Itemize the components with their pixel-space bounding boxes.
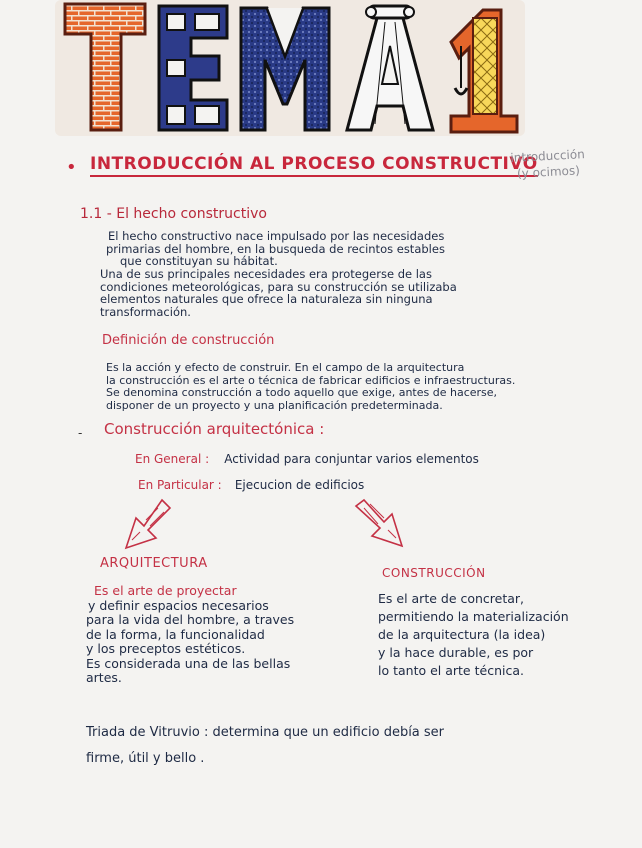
- definicion-heading: Definición de construcción: [102, 333, 275, 348]
- construccion-arquitectonica-heading: Construcción arquitectónica :: [104, 420, 325, 438]
- margin-note: [497, 145, 599, 182]
- text-line: primarias del hombre, en la busqueda de recintos estables: [106, 241, 445, 256]
- header-tema-1-illustration: [55, 0, 525, 140]
- text-line: la construcción es el arte o técnica de fabricar edificios e infraestructuras.: [106, 373, 516, 387]
- hecho-constructivo-paragraph: [106, 230, 445, 268]
- letter-e-windows: [159, 6, 227, 130]
- en-particular-row: [138, 474, 364, 493]
- text-line: disponer de un proyecto y una planificación predeterminada.: [106, 398, 443, 412]
- triada-line-2: firme, útil y bello .: [86, 751, 205, 766]
- arquitectura-heading: ARQUITECTURA: [100, 556, 208, 571]
- necesidades-paragraph: [100, 268, 457, 318]
- text-line: Se denomina construcción a todo aquello que exige, antes de hacerse,: [106, 386, 498, 399]
- en-particular-text: Ejecucion de edificios: [234, 478, 365, 492]
- text-line: artes.: [86, 670, 122, 685]
- en-general-row: [135, 448, 479, 467]
- list-dash: -: [78, 426, 83, 440]
- title-bullet: •: [66, 157, 77, 178]
- text-line: Es la acción y efecto de construir. En el campo de la arquitectura: [106, 361, 465, 374]
- triada-vitruvio: [86, 720, 444, 772]
- construccion-paragraph: [378, 590, 569, 680]
- text-line: El hecho constructivo nace impulsado por las necesidades: [108, 229, 445, 243]
- text-line: de la arquitectura (la idea): [378, 627, 546, 642]
- text-line: Es considerada una de las bellas: [86, 655, 291, 671]
- text-line: y los preceptos estéticos.: [86, 641, 246, 656]
- margin-note-line-1: introducción: [510, 147, 586, 165]
- text-line: condiciones meteorológicas, para su construcción se utilizaba: [100, 279, 457, 294]
- en-general-label: En General :: [135, 452, 210, 466]
- text-line: y definir espacios necesarios: [88, 597, 269, 613]
- margin-note-line-2: (y ocimos): [516, 163, 581, 181]
- text-line: Es el arte de proyectar: [94, 583, 237, 598]
- section-heading-1-1: 1.1 - El hecho constructivo: [80, 206, 267, 222]
- text-line: permitiendo la materialización: [378, 609, 569, 624]
- definicion-paragraph: [106, 362, 515, 412]
- text-line: y la hace durable, es por: [378, 645, 534, 660]
- text-line: transformación.: [100, 304, 191, 319]
- construccion-heading: CONSTRUCCIÓN: [382, 566, 486, 580]
- page-title: INTRODUCCIÓN AL PROCESO CONSTRUCTIVO: [90, 154, 538, 177]
- text-line: elementos naturales que ofrece la naturaleza sin ninguna: [100, 292, 433, 306]
- text-line: para la vida del hombre, a traves: [86, 612, 295, 627]
- text-line: que constituyan su hábitat.: [120, 254, 278, 268]
- text-line: Es el arte de concretar,: [378, 591, 525, 606]
- arrow-down-right-icon: [348, 496, 408, 556]
- triada-line-1: Triada de Vitruvio : determina que un edificio debía ser: [86, 725, 445, 740]
- en-particular-label: En Particular :: [138, 478, 222, 492]
- arrow-down-left-icon: [118, 496, 178, 556]
- arquitectura-paragraph: [86, 584, 294, 686]
- en-general-text: Actividad para conjuntar varios elementos: [224, 452, 479, 466]
- text-line: de la forma, la funcionalidad: [86, 626, 265, 642]
- text-line: lo tanto el arte técnica.: [378, 663, 524, 678]
- text-line: Una de sus principales necesidades era protegerse de las: [100, 267, 432, 281]
